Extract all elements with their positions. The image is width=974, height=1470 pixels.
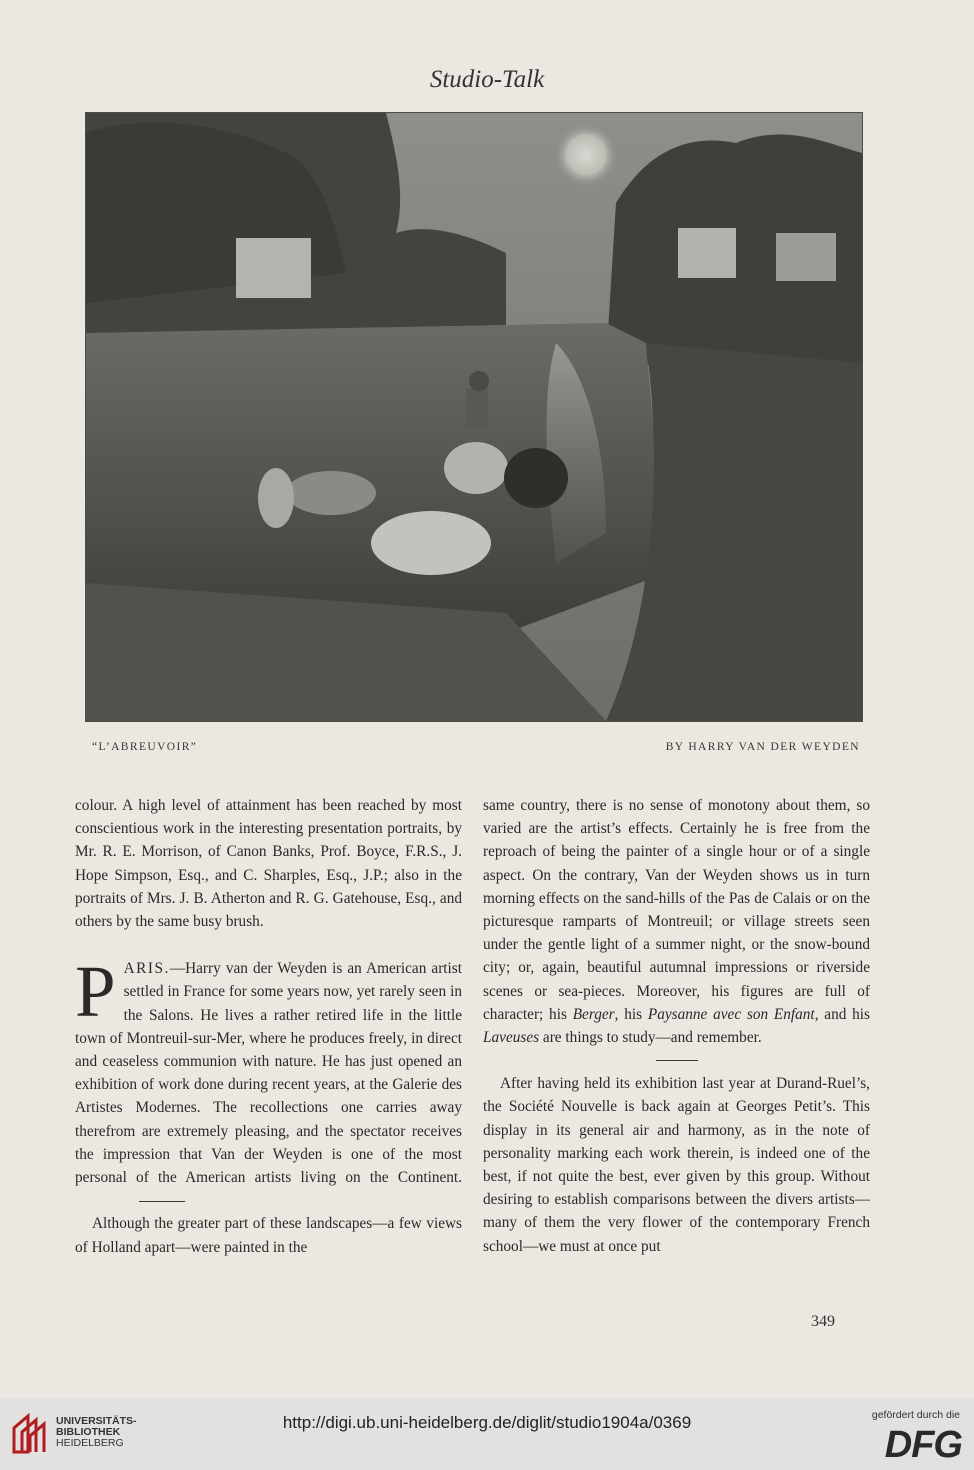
page-number: 349 — [811, 1313, 835, 1330]
section-rule — [656, 1060, 698, 1061]
drop-cap: P — [75, 951, 116, 1033]
artwork-title: Berger — [572, 1005, 615, 1023]
paragraph-text: —Harry van der Weyden is an American artist settled in France for some years now, yet rarely seen in the Salons. He lives a rather retired life in the little town of Montreuil-sur-Mer, where he produces freely, in direct and ceaseless communion with nature. He has just opened an exhibition of work done during recent years, at the Galerie des Artistes Modernes. The recollections one carries away therefrom are extremely pleasing, and the spectator receives the impression that Van der Weyden is one of the most personal of the American artists living on the Continent. — [75, 960, 462, 1187]
library-line: UNIVERSITÄTS- — [56, 1415, 137, 1427]
small-caps-lead: ARIS. — [123, 960, 170, 978]
artwork-title: Paysanne avec son Enfant — [647, 1005, 815, 1023]
sponsor-label: gefördert durch die — [871, 1409, 960, 1421]
artwork-title: Laveuses — [483, 1029, 540, 1047]
paragraph: After having held its exhibition last year at Durand-Ruel’s, the Société Nouvelle is back again at Georges Petit’s. This display in its general air and harmony, as in the note of personality marking each work therein, is indeed one of the best, if not quite the best, ever given by this group. Without desiring to establish comparisons between the divers artists—many of them the very flower of the contemporary French school—we must at once put — [483, 1075, 870, 1255]
running-head: Studio-Talk — [429, 66, 545, 93]
section-rule — [139, 1201, 185, 1202]
paragraph-text: same country, there is no sense of monotony about them, so varied are the artist’s effects. Certainly he is free from the reproach of being the painter of a single hour or of a single aspect. On the contrary, Van der Weyden shows us in turn morning effects on the sand-hills of the Pas de Calais or on the picturesque ramparts of Montreuil; or village streets seen under the gentle light of a summer night, or the snow-bound city; or, again, beautiful autumnal impressions or riverside scenes or sea-pieces. Moreover, his figures are full of character; his — [483, 797, 870, 1023]
paragraph-text: , and his — [814, 1005, 870, 1023]
paragraph: colour. A high level of attainment has been reached by most conscientious work in the interesting presentation portraits, by Mr. R. E. Morrison, of Canon Banks, Prof. Boyce, F.R.S., J. Hope Simpson, Esq., and C. Sharples, Esq., J.P.; also in the portraits of Mrs. J. B. Atherton and R. G. Gatehouse, Esq., and others by the same busy brush. — [75, 797, 462, 931]
library-line: HEIDELBERG — [56, 1437, 124, 1449]
plate-caption-artist: BY HARRY VAN DER WEYDEN — [665, 741, 860, 753]
dfg-logo: DFG — [884, 1424, 962, 1466]
painting-image — [86, 113, 862, 721]
paragraph — [483, 794, 870, 1049]
footer-bar — [0, 1398, 974, 1470]
left-column — [75, 794, 462, 1259]
paragraph: Although the greater part of these landscapes—a few views of Holland apart—were painted in the — [75, 1215, 462, 1256]
library-line: BIBLIOTHEK — [56, 1426, 121, 1438]
source-url-link[interactable]: http://digi.ub.uni-heidelberg.de/diglit/studio1904a/0369 — [282, 1413, 692, 1432]
paragraph-paris — [75, 951, 462, 1212]
right-column — [483, 794, 870, 1258]
paragraph-text: are things to study—and remember. — [539, 1029, 762, 1047]
plate-caption-title: “L’ABREUVOIR” — [92, 741, 198, 753]
paragraph-text: , his — [614, 1005, 648, 1023]
